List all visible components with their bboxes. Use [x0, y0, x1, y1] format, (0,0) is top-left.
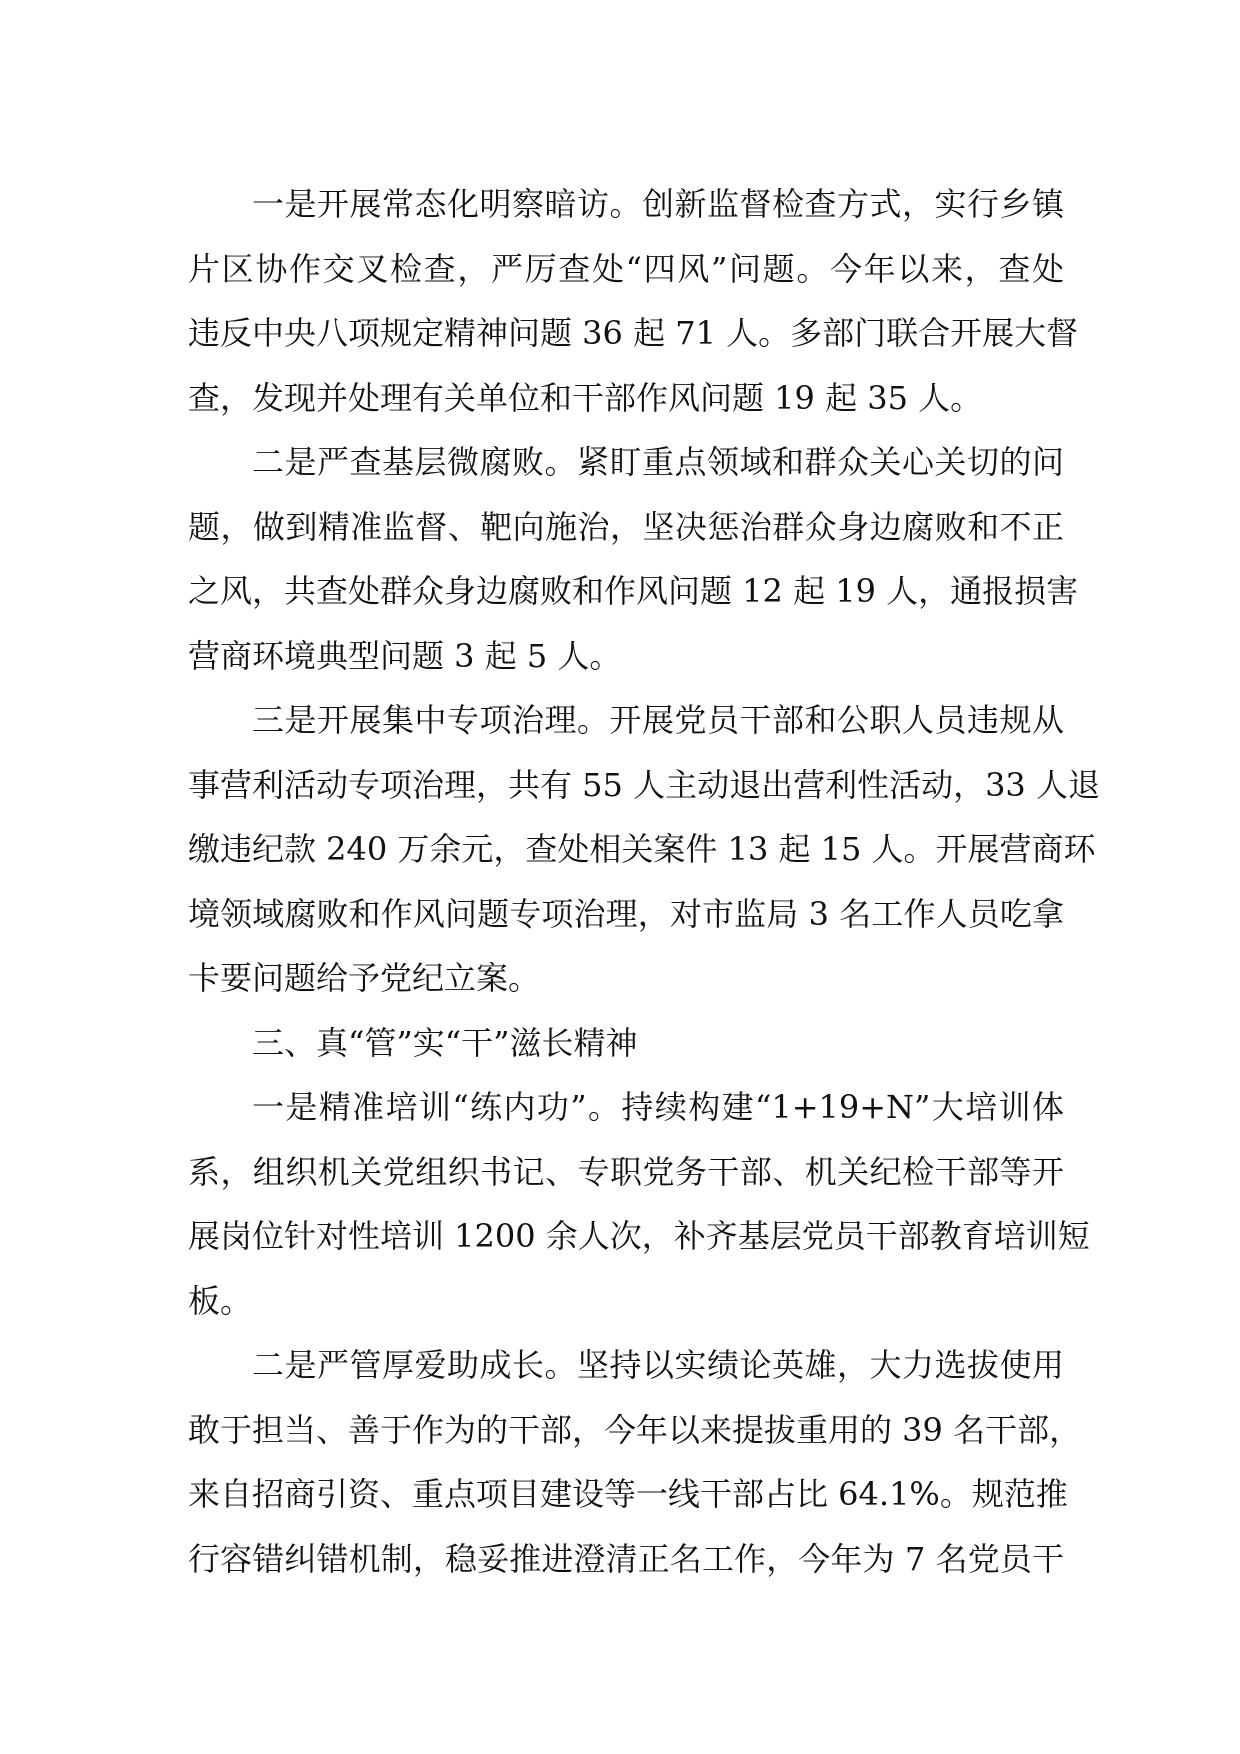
text-line: 行容错纠错机制，稳妥推进澄清正名工作，今年为 7 名党员干: [188, 1539, 1064, 1578]
text-line: 片区协作交叉检查，严厉查处“四风”问题。今年以来，查处: [188, 249, 1064, 288]
text-line: 三是开展集中专项治理。开展党员干部和公职人员违规从: [252, 701, 1064, 739]
text-line: 系，组织机关党组织书记、专职党务干部、机关纪检干部等开: [188, 1152, 1064, 1191]
text-line: 展岗位针对性培训 1200 余人次，补齐基层党员干部教育培训短: [188, 1217, 1090, 1255]
text-line: 境领域腐败和作风问题专项治理，对市监局 3 名工作人员吃拿: [188, 894, 1064, 933]
text-line: 二是严管厚爱助成长。坚持以实绩论英雄，大力选拔使用: [252, 1346, 1064, 1384]
text-line: 题，做到精准监督、靶向施治，坚决惩治群众身边腐败和不正: [188, 507, 1064, 546]
text-line: 查，发现并处理有关单位和干部作风问题 19 起 35 人。: [188, 378, 983, 417]
text-line: 事营利活动专项治理，共有 55 人主动退出营利性活动，33 人退: [188, 765, 1100, 804]
text-line: 违反中央八项规定精神问题 36 起 71 人。多部门联合开展大督: [188, 314, 1079, 352]
section-heading-text: 三、真“管”实“干”滋长精神: [252, 1023, 638, 1062]
text-line: 之风，共查处群众身边腐败和作风问题 12 起 19 人，通报损害: [188, 572, 1079, 610]
text-line: 一是精准培训“练内功”。持续构建“1+19+N”大培训体: [252, 1088, 1064, 1126]
text-line: 二是严查基层微腐败。紧盯重点领域和群众关心关切的问: [252, 443, 1064, 481]
section-heading: [188, 1011, 1064, 1076]
document-body: [188, 172, 1100, 1591]
text-line: 缴违纪款 240 万余元，查处相关案件 13 起 15 人。开展营商环: [188, 830, 1096, 868]
text-line: 来自招商引资、重点项目建设等一线干部占比 64.1%。规范推: [188, 1475, 1068, 1513]
text-line: 卡要问题给予党纪立案。: [188, 959, 541, 997]
text-line: 敢于担当、善于作为的干部，今年以来提拔重用的 39 名干部，: [188, 1410, 1082, 1449]
text-line: 一是开展常态化明察暗访。创新监督检查方式，实行乡镇: [252, 185, 1064, 223]
paragraph-training: [188, 1075, 1090, 1333]
paragraph-special-governance: [188, 688, 1100, 1011]
paragraph-growth: [188, 1333, 1082, 1591]
paragraph-micro-corruption: [188, 430, 1079, 688]
text-line: 板。: [188, 1281, 253, 1320]
paragraph-oversight-inspection: [188, 172, 1079, 430]
text-line: 营商环境典型问题 3 起 5 人。: [188, 636, 622, 675]
